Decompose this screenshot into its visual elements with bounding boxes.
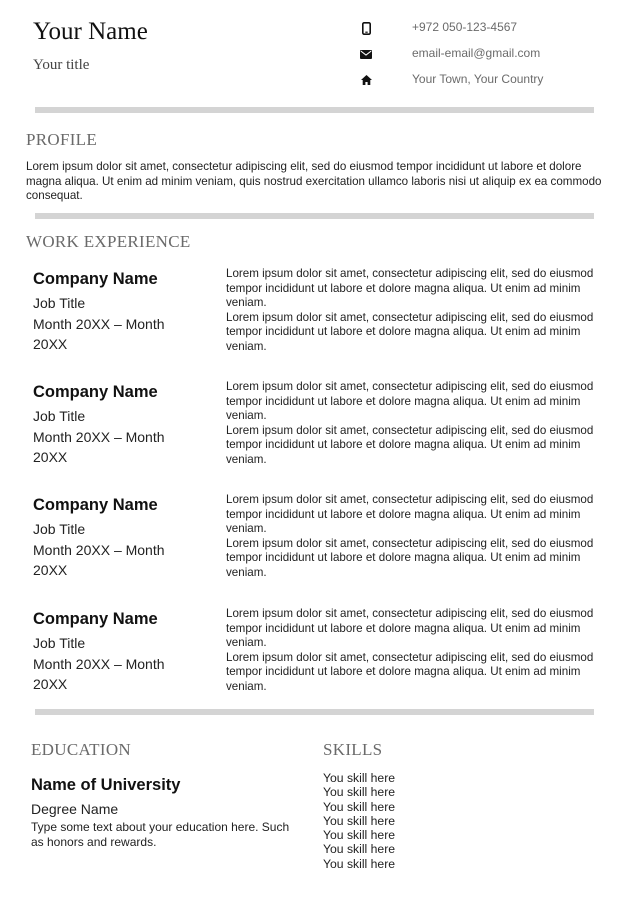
company-name: Company Name: [33, 496, 158, 514]
contact-email: [358, 45, 628, 63]
job-description: [226, 493, 616, 581]
job-description-paragraph: Lorem ipsum dolor sit amet, consectetur adipiscing elit, sed do eiusmod tempor incididunt ut labore et dolore magna aliqua. Ut enim ad minim veniam.: [226, 650, 594, 693]
job-description-paragraph: Lorem ipsum dolor sit amet, consectetur adipiscing elit, sed do eiusmod tempor incididunt ut labore et dolore magna aliqua. Ut enim ad minim veniam.: [226, 423, 594, 466]
job-title: Job Title: [33, 408, 86, 424]
job-title: Job Title: [33, 295, 86, 311]
skill-item: You skill here: [323, 813, 396, 828]
contact-address-text: Your Town, Your Country: [412, 72, 544, 86]
home-icon: [358, 71, 374, 89]
job-description-paragraph: Lorem ipsum dolor sit amet, consectetur adipiscing elit, sed do eiusmod tempor incididunt ut labore et dolore magna aliqua. Ut enim ad minim veniam.: [226, 267, 594, 310]
education-description: Type some text about your education here. Such as honors and rewards.: [31, 820, 290, 849]
skill-item: You skill here: [323, 785, 396, 800]
skill-item: You skill here: [323, 842, 396, 857]
contact-address: [358, 71, 628, 89]
job-dates: Month 20XX – Month 20XX: [33, 316, 165, 352]
skills-heading: SKILLS: [323, 740, 383, 759]
job-description-paragraph: Lorem ipsum dolor sit amet, consectetur adipiscing elit, sed do eiusmod tempor incididunt ut labore et dolore magna aliqua. Ut enim ad minim veniam.: [226, 493, 594, 536]
job-description: [226, 267, 616, 355]
job-dates: Month 20XX – Month 20XX: [33, 429, 165, 465]
profile-text: Lorem ipsum dolor sit amet, consectetur adipiscing elit, sed do eiusmod tempor incididunt ut labore et dolore magna aliqua. Ut enim ad minim veniam, quis nostrud exercitation ullamco laboris nisi ut aliquip ex ea commodo consequat.: [26, 160, 602, 203]
job-entry: [33, 493, 613, 596]
company-name: Company Name: [33, 383, 158, 401]
skill-item: You skill here: [323, 828, 396, 843]
company-name: Company Name: [33, 610, 158, 628]
phone-icon: [358, 19, 374, 37]
job-entry: [33, 267, 613, 370]
profile-heading: PROFILE: [26, 130, 98, 149]
divider: [35, 709, 594, 715]
divider: [35, 107, 594, 113]
job-dates: Month 20XX – Month 20XX: [33, 656, 165, 692]
job-title: Job Title: [33, 521, 86, 537]
contact-phone-text: +972 050-123-4567: [412, 20, 518, 34]
skill-item: You skill here: [323, 771, 396, 785]
job-description-paragraph: Lorem ipsum dolor sit amet, consectetur adipiscing elit, sed do eiusmod tempor incididunt ut labore et dolore magna aliqua. Ut enim ad minim veniam.: [226, 310, 594, 353]
university-name: Name of University: [31, 776, 181, 794]
skills-list: [323, 771, 395, 871]
degree-name: Degree Name: [31, 801, 119, 817]
work-experience-heading: WORK EXPERIENCE: [26, 232, 191, 251]
job-description: [226, 607, 616, 695]
job-title: Job Title: [33, 635, 86, 651]
job-description: [226, 380, 616, 468]
job-entry: [33, 380, 613, 483]
job-entry: [33, 607, 613, 710]
skill-item: You skill here: [323, 856, 396, 871]
contact-email-text: email-email@gmail.com: [412, 46, 541, 60]
job-description-paragraph: Lorem ipsum dolor sit amet, consectetur adipiscing elit, sed do eiusmod tempor incididunt ut labore et dolore magna aliqua. Ut enim ad minim veniam.: [226, 536, 594, 579]
candidate-title: Your title: [33, 57, 90, 73]
contact-phone: [358, 19, 628, 37]
divider: [35, 213, 594, 219]
email-icon: [358, 45, 374, 63]
skill-item: You skill here: [323, 799, 396, 814]
job-description-paragraph: Lorem ipsum dolor sit amet, consectetur adipiscing elit, sed do eiusmod tempor incididunt ut labore et dolore magna aliqua. Ut enim ad minim veniam.: [226, 380, 594, 423]
job-dates: Month 20XX – Month 20XX: [33, 542, 165, 578]
job-description-paragraph: Lorem ipsum dolor sit amet, consectetur adipiscing elit, sed do eiusmod tempor incididunt ut labore et dolore magna aliqua. Ut enim ad minim veniam.: [226, 607, 594, 650]
education-heading: EDUCATION: [31, 740, 131, 759]
company-name: Company Name: [33, 270, 158, 288]
candidate-name: Your Name: [33, 18, 148, 45]
